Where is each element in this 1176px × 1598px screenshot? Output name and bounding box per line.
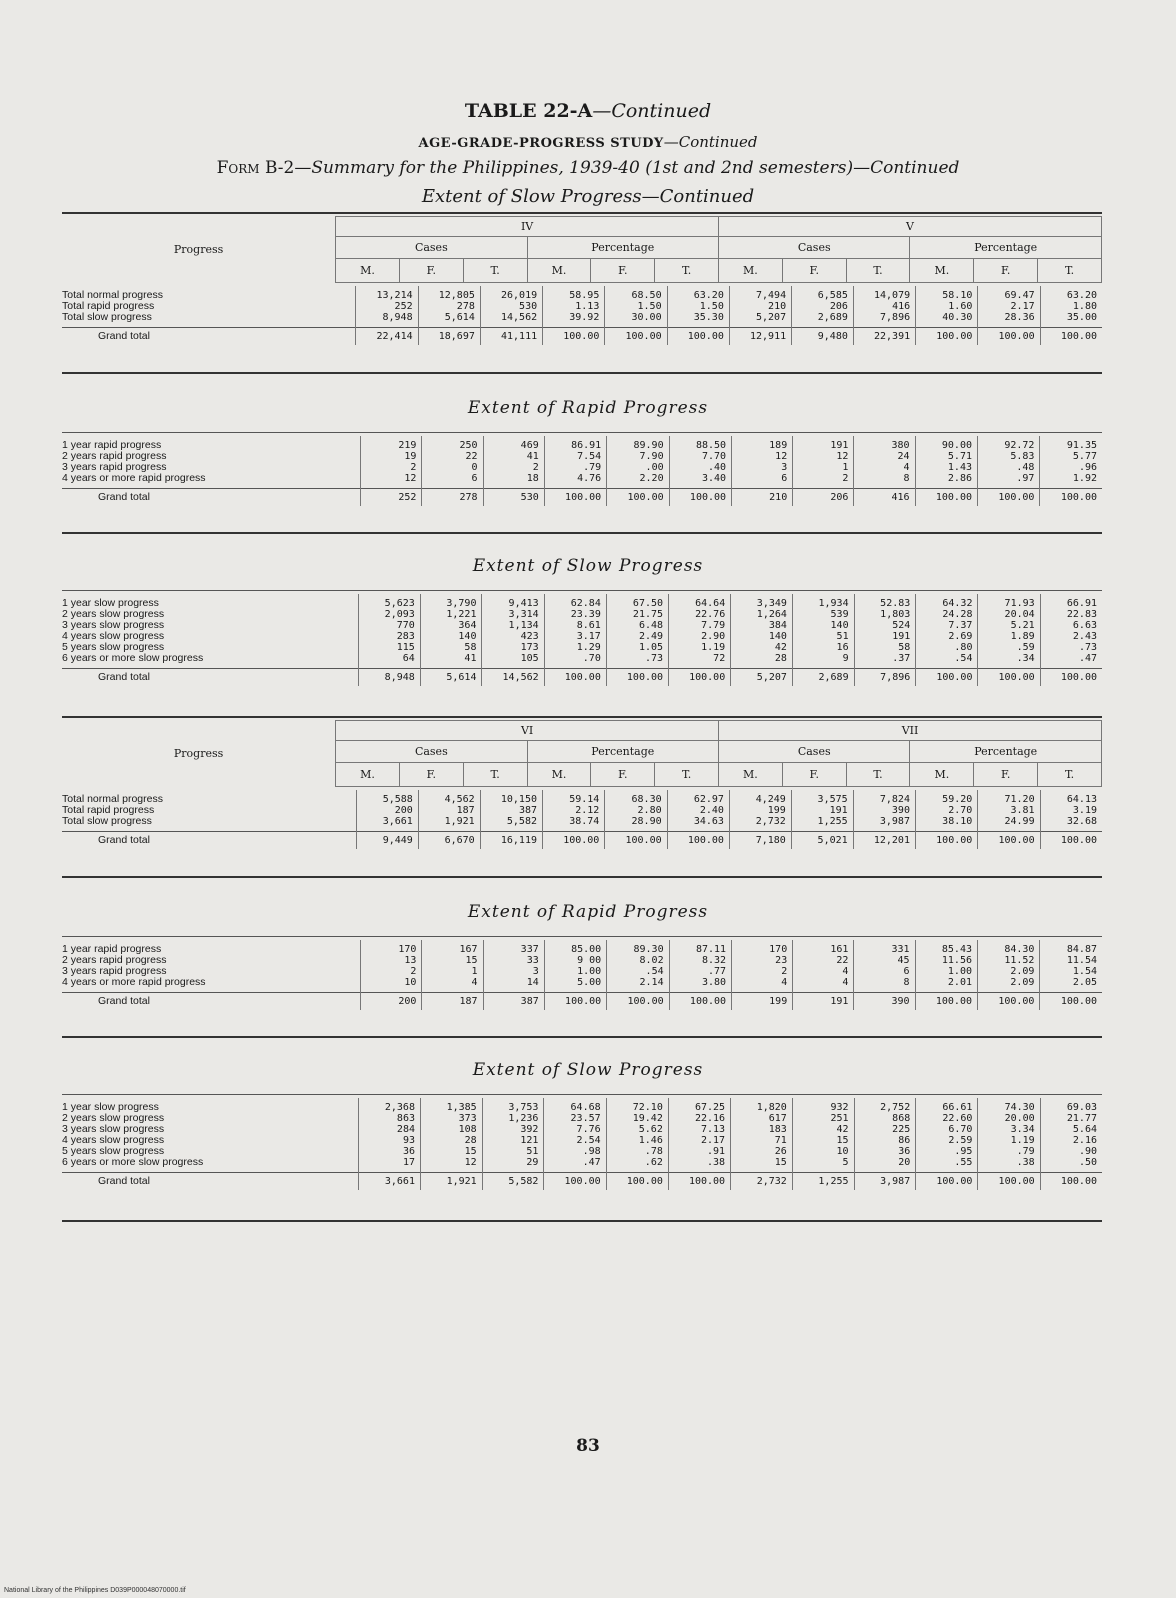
value-cell: 59.20 2.70 38.10 (915, 790, 977, 832)
grand-total-cell: 3,987 (854, 1173, 916, 1191)
grand-total-cell: 2,732 (731, 1173, 793, 1191)
grand-total-cell: 100.00 (543, 328, 605, 346)
data-table (62, 790, 1102, 849)
table-rule (62, 1036, 1102, 1038)
row-labels (62, 940, 361, 993)
grand-total-cell: 16,119 (480, 832, 542, 850)
value-cell: 63.20 1.50 35.30 (667, 286, 729, 328)
grand-total-cell: 199 (732, 993, 793, 1011)
progress-header: Progress (62, 217, 336, 283)
grand-total-cell: 18,697 (418, 328, 480, 346)
value-cell: 92.72 5.83 .48 .97 (978, 436, 1040, 489)
row-label: Total normal progress (62, 289, 163, 301)
percentage-header: Percentage (910, 237, 1102, 259)
value-cell: 167 15 1 4 (422, 940, 483, 993)
row-label: 5 years slow progress (62, 641, 165, 653)
grand-total-cell: 100.00 (1040, 489, 1102, 507)
sex-header-m: M. (719, 259, 783, 283)
grand-total-label: Grand total (62, 832, 356, 850)
cases-header: Cases (336, 237, 527, 259)
row-label: Total slow progress (62, 311, 152, 323)
row-label: 4 years slow progress (62, 1134, 165, 1146)
grand-total-cell: 100.00 (978, 993, 1040, 1011)
sex-header-f: F. (591, 259, 655, 283)
table-row (62, 1098, 1102, 1173)
cases-header: Cases (719, 741, 910, 763)
value-cell: 161 22 4 4 (793, 940, 854, 993)
sex-header-m: M. (336, 259, 400, 283)
value-cell: 86.91 7.54 .79 4.76 (544, 436, 606, 489)
value-cell: 250 22 0 6 (422, 436, 483, 489)
sex-header-t: T. (846, 259, 910, 283)
value-cell: 219 19 2 12 (361, 436, 422, 489)
sex-header-f: F. (974, 763, 1038, 787)
value-cell: 189 12 3 6 (732, 436, 793, 489)
value-cell: 85.43 11.56 1.00 2.01 (915, 940, 977, 993)
sex-header-m: M. (910, 763, 974, 787)
row-label: 1 year slow progress (62, 597, 159, 609)
grand-total-cell: 252 (361, 489, 422, 507)
table-rule (62, 936, 1102, 937)
grade-header: VII (719, 721, 1102, 741)
percentage-header: Percentage (527, 741, 719, 763)
row-label: 1 year rapid progress (62, 943, 162, 955)
grand-total-cell: 530 (483, 489, 544, 507)
value-cell: 14,079 416 7,896 (853, 286, 915, 328)
grand-total-cell: 191 (793, 993, 854, 1011)
sex-header-t: T. (655, 763, 719, 787)
grand-total-cell: 200 (361, 993, 422, 1011)
grand-total-cell: 416 (854, 489, 915, 507)
row-labels (62, 790, 356, 832)
sex-header-m: M. (527, 259, 591, 283)
column-header (62, 720, 1102, 787)
value-cell: 170 13 2 10 (361, 940, 422, 993)
grand-total-cell: 100.00 (667, 832, 729, 850)
value-cell: 13,214 252 8,948 (356, 286, 418, 328)
value-cell: 69.47 2.17 28.36 (978, 286, 1040, 328)
grand-total-label: Grand total (62, 489, 361, 507)
grand-total-cell: 100.00 (544, 669, 606, 687)
value-cell: 469 41 2 18 (483, 436, 544, 489)
value-cell: 2,752 868 225 86 36 20 (854, 1098, 916, 1173)
grand-total-cell: 100.00 (605, 832, 667, 850)
row-label: 6 years or more slow progress (62, 1156, 204, 1168)
form-caption: Form B-2—Summary for the Philippines, 1939-40 (1st and 2nd semesters)—Continued (216, 158, 960, 178)
grand-total-cell: 100.00 (1040, 993, 1102, 1011)
column-header (62, 216, 1102, 283)
value-cell: 58.95 1.13 39.92 (543, 286, 605, 328)
value-cell: 64.68 23.57 7.76 2.54 .98 .47 (544, 1098, 606, 1173)
value-cell: 4,562 187 1,921 (418, 790, 480, 832)
grand-total-cell: 14,562 (482, 669, 544, 687)
value-cell: 1,385 373 108 28 15 12 (420, 1098, 482, 1173)
sex-header-m: M. (336, 763, 400, 787)
value-cell: 26,019 530 14,562 (480, 286, 542, 328)
value-cell: 12,805 278 5,614 (418, 286, 480, 328)
row-label: 6 years or more slow progress (62, 652, 204, 664)
value-cell: 7,494 210 5,207 (729, 286, 791, 328)
grand-total-row (62, 832, 1102, 850)
value-cell: 7,824 390 3,987 (853, 790, 915, 832)
value-cell: 59.14 2.12 38.74 (543, 790, 605, 832)
table-rule (62, 432, 1102, 433)
row-label: 2 years slow progress (62, 1112, 165, 1124)
table-rule (62, 532, 1102, 534)
value-cell: 170 23 2 4 (732, 940, 793, 993)
sex-header-f: F. (591, 763, 655, 787)
grand-total-cell: 7,180 (729, 832, 791, 850)
value-cell: 9,413 3,314 1,134 423 173 105 (482, 594, 544, 669)
sex-header-f: F. (399, 763, 463, 787)
row-labels (62, 286, 356, 328)
sex-header-f: F. (399, 259, 463, 283)
value-cell: 66.61 22.60 6.70 2.59 .95 .55 (916, 1098, 978, 1173)
grand-total-cell: 100.00 (669, 993, 731, 1011)
grand-total-cell: 3,661 (359, 1173, 421, 1191)
row-label: 3 years slow progress (62, 619, 165, 631)
grand-total-cell: 2,689 (792, 669, 854, 687)
value-cell: 3,753 1,236 392 121 51 29 (482, 1098, 544, 1173)
value-cell: 1,934 539 140 51 16 9 (792, 594, 854, 669)
row-label: Total rapid progress (62, 300, 155, 312)
grand-total-cell: 100.00 (543, 832, 605, 850)
grand-total-cell: 100.00 (1040, 328, 1102, 346)
grand-total-cell: 100.00 (606, 669, 668, 687)
sex-header-t: T. (846, 763, 910, 787)
row-label: 5 years slow progress (62, 1145, 165, 1157)
grand-total-row (62, 328, 1102, 346)
sex-header-f: F. (974, 259, 1038, 283)
row-label: 1 year rapid progress (62, 439, 162, 451)
grand-total-cell: 1,255 (792, 1173, 854, 1191)
grand-total-cell: 100.00 (978, 489, 1040, 507)
grand-total-cell: 187 (422, 993, 483, 1011)
value-cell: 10,150 387 5,582 (480, 790, 542, 832)
value-cell: 5,623 2,093 770 283 115 64 (359, 594, 421, 669)
value-cell: 66.91 22.83 6.63 2.43 .73 .47 (1040, 594, 1102, 669)
table-rule (62, 716, 1102, 718)
grand-total-cell: 387 (483, 993, 544, 1011)
value-cell: 6,585 206 2,689 (792, 286, 854, 328)
value-cell: 63.20 1.80 35.00 (1040, 286, 1102, 328)
grand-total-cell: 9,480 (792, 328, 854, 346)
value-cell: 67.25 22.16 7.13 2.17 .91 .38 (668, 1098, 730, 1173)
percentage-header: Percentage (527, 237, 719, 259)
table-subtitle: AGE-GRADE-PROGRESS STUDY—Continued (418, 133, 758, 151)
table-rule (62, 876, 1102, 878)
data-table (62, 1098, 1102, 1190)
grand-total-cell: 100.00 (544, 993, 606, 1011)
grand-total-cell: 100.00 (915, 993, 977, 1011)
data-table (62, 594, 1102, 686)
grand-total-cell: 100.00 (916, 1173, 978, 1191)
row-labels (62, 594, 359, 669)
grand-total-cell: 278 (422, 489, 483, 507)
grand-total-cell: 210 (732, 489, 793, 507)
grand-total-row (62, 669, 1102, 687)
grand-total-row (62, 1173, 1102, 1191)
value-cell: 91.35 5.77 .96 1.92 (1040, 436, 1102, 489)
grand-total-cell: 206 (793, 489, 854, 507)
value-cell: 89.90 7.90 .00 2.20 (607, 436, 669, 489)
grand-total-cell: 41,111 (480, 328, 542, 346)
grand-total-cell: 5,582 (482, 1173, 544, 1191)
sex-header-f: F. (782, 259, 846, 283)
grand-total-cell: 390 (854, 993, 915, 1011)
value-cell: 932 251 42 15 10 5 (792, 1098, 854, 1173)
scan-footer: National Library of the Philippines D039P000048070000.tif (4, 1587, 186, 1594)
grand-total-cell: 100.00 (605, 328, 667, 346)
value-cell: 87.11 8.32 .77 3.80 (669, 940, 731, 993)
sex-header-t: T. (1038, 259, 1102, 283)
row-label: 3 years rapid progress (62, 461, 167, 473)
value-cell: 5,588 200 3,661 (356, 790, 418, 832)
row-labels (62, 436, 361, 489)
row-labels (62, 1098, 359, 1173)
value-cell: 68.30 2.80 28.90 (605, 790, 667, 832)
grand-total-cell: 100.00 (1040, 832, 1102, 850)
sex-header-t: T. (463, 259, 527, 283)
extent-title: Extent of Slow Progress (472, 1060, 704, 1080)
grand-total-cell: 100.00 (916, 328, 978, 346)
value-cell: 64.32 24.28 7.37 2.69 .80 .54 (916, 594, 978, 669)
progress-header: Progress (62, 721, 336, 787)
grand-total-cell: 7,896 (854, 669, 916, 687)
row-label: 2 years slow progress (62, 608, 165, 620)
grand-total-cell: 100.00 (1040, 1173, 1102, 1191)
grand-total-cell: 9,449 (356, 832, 418, 850)
row-label: 4 years or more rapid progress (62, 976, 206, 988)
value-cell: 58.10 1.60 40.30 (916, 286, 978, 328)
grand-total-cell: 100.00 (978, 328, 1040, 346)
value-cell: 62.84 23.39 8.61 3.17 1.29 .70 (544, 594, 606, 669)
value-cell: 68.50 1.50 30.00 (605, 286, 667, 328)
grand-total-cell: 5,614 (420, 669, 482, 687)
extent-title: Extent of Slow Progress (472, 556, 704, 576)
grand-total-cell: 100.00 (978, 1173, 1040, 1191)
grand-total-row (62, 489, 1102, 507)
grand-total-cell: 100.00 (1040, 669, 1102, 687)
grand-total-cell: 5,021 (791, 832, 853, 850)
value-cell: 90.00 5.71 1.43 2.86 (915, 436, 977, 489)
grand-total-label: Grand total (62, 328, 356, 346)
grand-total-cell: 100.00 (978, 832, 1040, 850)
value-cell: 72.10 19.42 5.62 1.46 .78 .62 (606, 1098, 668, 1173)
grand-total-cell: 6,670 (418, 832, 480, 850)
value-cell: 71.93 20.04 5.21 1.89 .59 .34 (978, 594, 1040, 669)
cases-header: Cases (336, 741, 527, 763)
grand-total-cell: 100.00 (915, 489, 977, 507)
grand-total-label: Grand total (62, 1173, 359, 1191)
row-label: 2 years rapid progress (62, 450, 167, 462)
grand-total-cell: 1,921 (420, 1173, 482, 1191)
value-cell: 3,349 1,264 384 140 42 28 (731, 594, 793, 669)
sex-header-f: F. (782, 763, 846, 787)
grand-total-cell: 12,201 (853, 832, 915, 850)
table-rule (62, 212, 1102, 214)
data-table (62, 436, 1102, 506)
grand-total-cell: 100.00 (544, 489, 606, 507)
value-cell: 88.50 7.70 .40 3.40 (669, 436, 731, 489)
value-cell: 52.83 1,803 524 191 58 .37 (854, 594, 916, 669)
table-title: TABLE 22-A—Continued (464, 100, 712, 122)
grand-total-cell: 100.00 (915, 832, 977, 850)
grand-total-cell: 5,207 (731, 669, 793, 687)
row-label: 3 years slow progress (62, 1123, 165, 1135)
value-cell: 89.30 8.02 .54 2.14 (607, 940, 669, 993)
row-label: Total normal progress (62, 793, 163, 805)
grand-total-cell: 22,414 (356, 328, 418, 346)
grand-total-cell: 100.00 (668, 1173, 730, 1191)
grade-header: V (719, 217, 1102, 237)
grand-total-cell: 100.00 (667, 328, 729, 346)
value-cell: 64.64 22.76 7.79 2.90 1.19 72 (669, 594, 731, 669)
grand-total-cell: 100.00 (916, 669, 978, 687)
row-label: 4 years slow progress (62, 630, 165, 642)
value-cell: 337 33 3 14 (483, 940, 544, 993)
value-cell: 3,790 1,221 364 140 58 41 (420, 594, 482, 669)
sex-header-m: M. (527, 763, 591, 787)
value-cell: 64.13 3.19 32.68 (1040, 790, 1102, 832)
page-number: 83 (576, 1436, 600, 1456)
cases-header: Cases (719, 237, 910, 259)
table-row (62, 940, 1102, 993)
value-cell: 84.30 11.52 2.09 2.09 (978, 940, 1040, 993)
data-table (62, 286, 1102, 345)
grand-total-cell: 100.00 (607, 993, 669, 1011)
sex-header-t: T. (655, 259, 719, 283)
grand-total-cell: 8,948 (359, 669, 421, 687)
grand-total-cell: 100.00 (544, 1173, 606, 1191)
table-row (62, 286, 1102, 328)
grade-header: IV (336, 217, 719, 237)
value-cell: 3,575 191 1,255 (791, 790, 853, 832)
value-cell: 62.97 2.40 34.63 (667, 790, 729, 832)
row-label: 3 years rapid progress (62, 965, 167, 977)
value-cell: 4,249 199 2,732 (729, 790, 791, 832)
table-rule (62, 372, 1102, 374)
value-cell: 84.87 11.54 1.54 2.05 (1040, 940, 1102, 993)
data-table (62, 940, 1102, 1010)
value-cell: 74.30 20.00 3.34 1.19 .79 .38 (978, 1098, 1040, 1173)
section-title: Extent of Slow Progress—Continued (421, 186, 755, 207)
value-cell: 331 45 6 8 (854, 940, 915, 993)
grade-header: VI (336, 721, 719, 741)
value-cell: 191 12 1 2 (793, 436, 854, 489)
value-cell: 1,820 617 183 71 26 15 (731, 1098, 793, 1173)
value-cell: 85.00 9 00 1.00 5.00 (544, 940, 606, 993)
table-rule (62, 1094, 1102, 1095)
grand-total-cell: 100.00 (669, 669, 731, 687)
sex-header-t: T. (463, 763, 527, 787)
grand-total-cell: 22,391 (853, 328, 915, 346)
table-rule (62, 1220, 1102, 1222)
extent-title: Extent of Rapid Progress (467, 398, 709, 418)
table-row (62, 436, 1102, 489)
grand-total-row (62, 993, 1102, 1011)
value-cell: 67.50 21.75 6.48 2.49 1.05 .73 (606, 594, 668, 669)
grand-total-cell: 100.00 (606, 1173, 668, 1191)
row-label: Total rapid progress (62, 804, 155, 816)
grand-total-cell: 100.00 (978, 669, 1040, 687)
row-label: 4 years or more rapid progress (62, 472, 206, 484)
grand-total-cell: 12,911 (729, 328, 791, 346)
extent-title: Extent of Rapid Progress (467, 902, 709, 922)
table-rule (62, 590, 1102, 591)
value-cell: 380 24 4 8 (854, 436, 915, 489)
sex-header-m: M. (719, 763, 783, 787)
percentage-header: Percentage (910, 741, 1102, 763)
table-row (62, 594, 1102, 669)
value-cell: 71.20 3.81 24.99 (978, 790, 1040, 832)
value-cell: 2,368 863 284 93 36 17 (359, 1098, 421, 1173)
grand-total-cell: 100.00 (607, 489, 669, 507)
row-label: Total slow progress (62, 815, 152, 827)
sex-header-m: M. (910, 259, 974, 283)
grand-total-label: Grand total (62, 993, 361, 1011)
grand-total-cell: 100.00 (669, 489, 731, 507)
row-label: 2 years rapid progress (62, 954, 167, 966)
row-label: 1 year slow progress (62, 1101, 159, 1113)
grand-total-label: Grand total (62, 669, 359, 687)
value-cell: 69.03 21.77 5.64 2.16 .90 .50 (1040, 1098, 1102, 1173)
table-row (62, 790, 1102, 832)
sex-header-t: T. (1038, 763, 1102, 787)
